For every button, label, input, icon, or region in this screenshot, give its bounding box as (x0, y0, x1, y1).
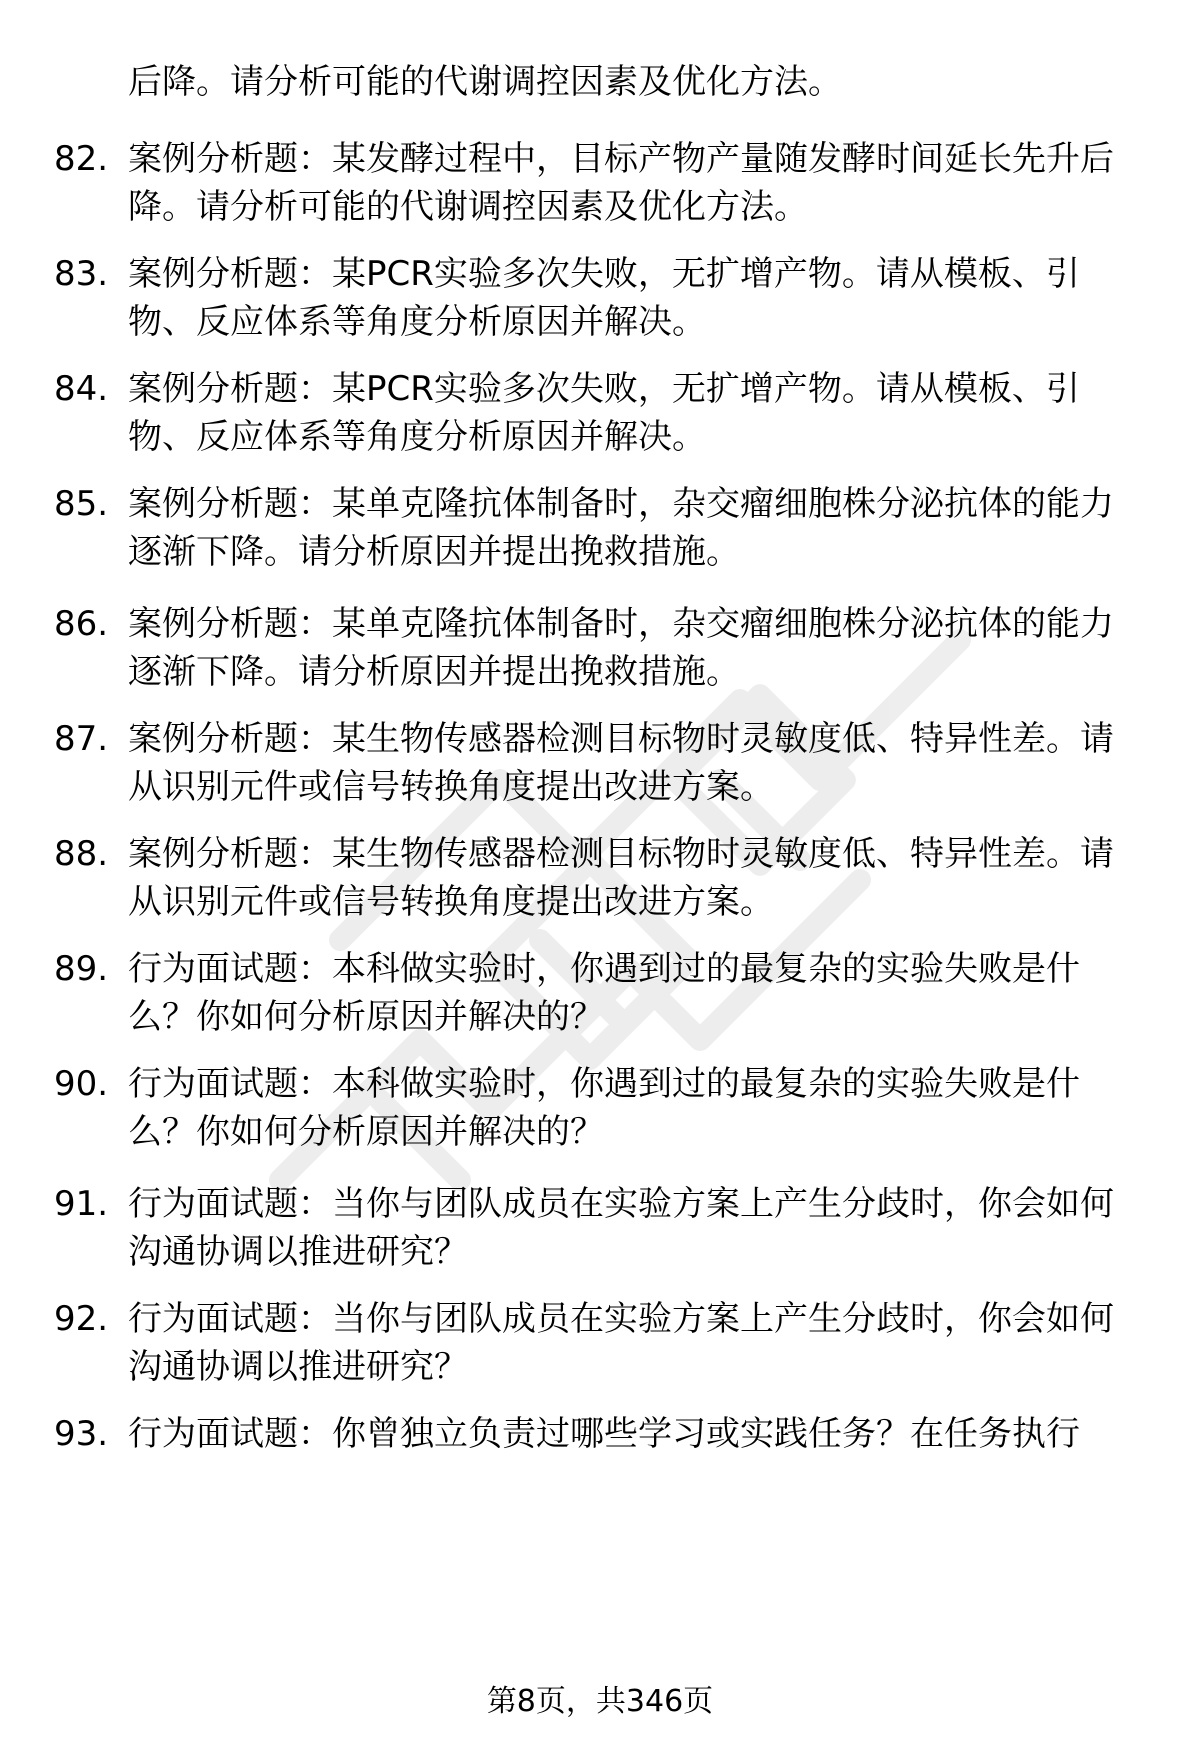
continued-text: 后降。请分析可能的代谢调控因素及优化方法。 (128, 62, 842, 102)
item-number: 88. (54, 834, 109, 874)
item-text: 行为面试题：当你与团队成员在实验方案上产生分歧时，你会如何沟通协调以推进研究？ (128, 1299, 1114, 1387)
item-number: 89. (54, 949, 109, 989)
item-number: 93. (54, 1414, 109, 1454)
item-number: 83. (54, 254, 109, 294)
item-number: 84. (54, 369, 109, 409)
item-number: 85. (54, 484, 109, 524)
item-text: 案例分析题：某单克隆抗体制备时，杂交瘤细胞株分泌抗体的能力逐渐下降。请分析原因并提出挽救措施。 (128, 484, 1114, 572)
item-text: 案例分析题：某发酵过程中，目标产物产量随发酵时间延长先升后降。请分析可能的代谢调控因素及优化方法。 (128, 139, 1114, 227)
item-text: 行为面试题：本科做实验时，你遇到过的最复杂的实验失败是什么？你如何分析原因并解决的？ (128, 949, 1080, 1037)
item-text: 案例分析题：某单克隆抗体制备时，杂交瘤细胞株分泌抗体的能力逐渐下降。请分析原因并提出挽救措施。 (128, 604, 1114, 692)
item-number: 90. (54, 1064, 109, 1104)
item-number: 82. (54, 139, 109, 179)
page-footer: 第8页，共346页 (486, 1684, 714, 1719)
item-number: 87. (54, 719, 109, 759)
item-text: 行为面试题：你曾独立负责过哪些学习或实践任务？在任务执行 (128, 1414, 1080, 1454)
item-text: 行为面试题：本科做实验时，你遇到过的最复杂的实验失败是什么？你如何分析原因并解决的？ (128, 1064, 1080, 1152)
item-text: 案例分析题：某生物传感器检测目标物时灵敏度低、特异性差。请从识别元件或信号转换角度提出改进方案。 (128, 834, 1114, 922)
item-text: 案例分析题：某生物传感器检测目标物时灵敏度低、特异性差。请从识别元件或信号转换角度提出改进方案。 (128, 719, 1114, 807)
item-number: 86. (54, 604, 109, 644)
item-number: 91. (54, 1184, 109, 1224)
item-number: 92. (54, 1299, 109, 1339)
item-text: 案例分析题：某PCR实验多次失败，无扩增产物。请从模板、引物、反应体系等角度分析原因并解决。 (128, 254, 1080, 342)
item-text: 行为面试题：当你与团队成员在实验方案上产生分歧时，你会如何沟通协调以推进研究？ (128, 1184, 1114, 1272)
item-text: 案例分析题：某PCR实验多次失败，无扩增产物。请从模板、引物、反应体系等角度分析原因并解决。 (128, 369, 1080, 457)
